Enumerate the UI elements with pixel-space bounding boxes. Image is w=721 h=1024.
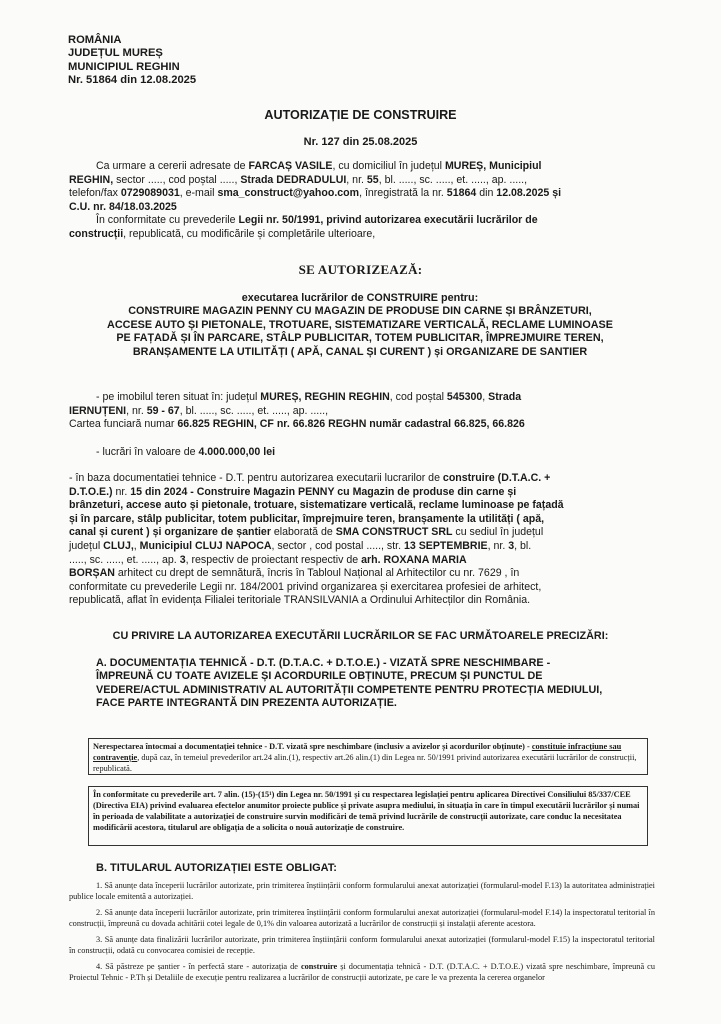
intro-text: Ca urmare a cererii adresate de	[96, 160, 249, 172]
works-lead: executarea lucrărilor de	[241, 292, 367, 304]
applicant-street: Strada DEDRADULUI	[240, 173, 347, 186]
land-registry-value: 66.825 REGHIN, CF nr. 66.826 REGHN număr cadastral 66.825, 66.826	[177, 418, 525, 431]
applicant-email: sma_construct@yahoo.com	[217, 187, 360, 200]
issuer-header	[68, 34, 196, 88]
obligation-item: 4. Să păstreze pe șantier - în perfectă stare - autorizația de construire și documentația tehnică - D.T. (D.T.A.C. + D.T.O.E.) vizată spre neschimbare, împreună cu Proiectul Tehnic - P.Th și Detaliile de execuție pentru realizarea a lucrărilor de construcții autorizate, pe care le va prezenta la cererea organelor	[69, 962, 655, 983]
header-registration: Nr. 51864 din 12.08.2025	[68, 74, 197, 87]
applicant-name: FARCAȘ VASILE	[248, 160, 333, 172]
document-title: AUTORIZAȚIE DE CONSTRUIRE	[264, 108, 457, 122]
land-registry-label: Cartea funciară numar	[69, 418, 178, 431]
basis-text: elaborată de	[270, 526, 336, 539]
intro-text: , cu domiciliul în județul	[332, 160, 445, 172]
obligation-item: 3. Să anunțe data finalizării lucrărilor autorizate, prin trimiterea înștiințării conform formularului anexat autorizației (formularul-model F.15) la inspectoratul teritorial în construcții, odată cu convocarea comisiei de recepție.	[69, 935, 655, 956]
obligation-emphasis: construire	[300, 962, 338, 971]
basis-text: , bl.	[514, 539, 532, 552]
permit-number: Nr. 127 din 25.08.2025	[303, 136, 418, 148]
basis-text: conformitate cu prevederile Legii nr. 184/2001 privind organizarea și exercitarea profesiei de arhitect,	[69, 580, 542, 593]
authorized-works	[60, 292, 660, 359]
designer-city: Municipiul CLUJ NAPOCA	[139, 539, 272, 552]
intro-text: , bl. ....., sc. ....., et. ....., ap. .....,	[378, 173, 528, 186]
site-text: , bl. ....., sc. ....., et. ....., ap. .....,	[179, 404, 329, 417]
site-text: - pe imobilul teren situat în: județul	[96, 391, 261, 403]
project-title: canal și curent ) și organizare de șantier	[69, 526, 271, 539]
works-type: CONSTRUIRE	[366, 292, 439, 304]
site-text: , nr.	[126, 404, 147, 417]
basis-text: republicată, aflat în evidența Filialei teritoriale TRANSILVANIA a Ordinului Arhitecților din România.	[69, 594, 531, 607]
notice-text: Nerespectarea întocmai a documentației tehnice - D.T. vizată spre neschimbare (inclusiv a avizelor și acordurilor obținute) -	[93, 742, 532, 751]
value-amount: 4.000.000,00 lei	[198, 446, 276, 458]
notice-box-penalty	[88, 738, 648, 775]
se-autorizeaza-heading: SE AUTORIZEAZĂ:	[298, 262, 423, 277]
works-value	[96, 446, 275, 460]
obligation-item: 1. Să anunțe data începerii lucrărilor autorizate, prin trimiterea înștiințării conform formularului anexat autorizației (formularul-model F.13) la autoritatea administrației publice locale emitentă a autorizației.	[69, 881, 655, 902]
site-location	[69, 391, 655, 432]
section-a-line: ÎMPREUNĂ CU TOATE AVIZELE ȘI ACORDURILE OBȚINUTE, PRECUM ȘI PUNCTUL DE	[96, 670, 543, 683]
architect-name: arh. ROXANA MARIA	[361, 553, 467, 566]
designer-county: CLUJ,	[103, 539, 134, 552]
basis-doc-type: D.T.O.E.)	[69, 485, 113, 498]
technical-basis	[69, 472, 655, 608]
law-reference: Legii nr. 50/1991, privind autorizarea executării lucrărilor de	[238, 214, 538, 227]
intro-text: , republicată, cu modificările și completările ulterioare,	[123, 227, 376, 240]
section-a-line: VEDERE/ACTUL ADMINISTRATIV AL AUTORITĂȚII COMPETENTE PENTRU PROTECȚIA MEDIULUI,	[96, 683, 603, 696]
intro-text: În conformitate cu prevederile	[96, 214, 239, 227]
site-street: IERNUȚENI	[69, 404, 127, 417]
works-line: ACCESE AUTO ȘI PIETONALE, TROTUARE, SISTEMATIZARE VERTICALĂ, RECLAME LUMINOASE	[107, 318, 613, 331]
basis-text: ....., sc. ....., et. ....., ap.	[69, 553, 180, 566]
applicant-city: REGHIN,	[69, 173, 114, 186]
basis-text: cu sediul în județul	[452, 526, 544, 539]
site-street-number: 59 - 67	[146, 404, 180, 417]
request-date: 12.08.2025 și	[496, 187, 562, 200]
basis-text: arhitect cu drept de semnătură, încris în Tabloul Național al Arhitectilor cu nr. 7629 , în	[114, 567, 520, 580]
section-b-title: B. TITULARUL AUTORIZAȚIEI ESTE OBLIGAT:	[96, 862, 337, 874]
basis-text: , sector , cod postal ....., str.	[271, 539, 404, 552]
notice-box-eia	[88, 786, 648, 846]
precizari-heading: CU PRIVIRE LA AUTORIZAREA EXECUTĂRII LUCRĂRILOR SE FAC URMĂTOARELE PRECIZĂRI:	[112, 630, 609, 642]
basis-doc-type: construire (D.T.A.C. +	[442, 472, 551, 484]
section-a-line: A. DOCUMENTAȚIA TEHNICĂ - D.T. (D.T.A.C. + D.T.O.E.) - VIZATĂ SPRE NESCHIMBARE -	[96, 657, 551, 669]
basis-text: ,	[133, 539, 140, 552]
works-line: BRANȘAMENTE LA UTILITĂȚI ( APĂ, CANAL ȘI CURENT ) și ORGANIZARE DE SANTIER	[132, 345, 588, 358]
site-postal-code: 545300	[446, 391, 483, 403]
intro-text: sector ....., cod poștal .....,	[113, 173, 241, 186]
basis-text: - în baza documentatiei tehnice - D.T. pentru autorizarea executarii lucrarilor de	[69, 472, 443, 484]
notice-text: În conformitate cu prevederile art. 7 alin. (15)-(15¹) din Legea nr. 50/1991 și cu respectarea legislației pentru aplicarea Directivei Consiliului 85/337/CEE (Directiva EIA) privind evaluarea efectelor anumitor proiecte publice și private asupra mediului, în situația în care în timpul executării lucrărilor și numai în perioada de valabilitate a autorizației de construire survin modificări de temă privind lucrările de construcții autorizate, care conduc la necesitatea modificării acestora, titularul are obligația de a solicita o nouă autorizație de construire.	[93, 790, 640, 832]
notice-text: , după caz, în temeiul prevederilor art.24 alin.(1), respectiv art.26 alin.(1) din Legea nr. 50/1991 privind autorizarea executării lucrărilor de construcții, republicată.	[93, 753, 637, 773]
header-county: JUDEȚUL MUREȘ	[68, 47, 163, 60]
site-text: , cod poștal	[389, 391, 447, 403]
law-reference: construcții	[69, 227, 124, 240]
works-line: PE FAȚADĂ ȘI ÎN PARCARE, STÂLP PUBLICITAR, TOTEM PUBLICITAR, ÎMPREJMUIRE TEREN,	[116, 332, 604, 345]
intro-text: , e-mail	[179, 187, 218, 200]
works-line: CONSTRUIRE MAGAZIN PENNY CU MAGAZIN DE PRODUSE DIN CARNE ȘI BRÂNZETURI,	[128, 305, 592, 318]
intro-text: din	[476, 187, 497, 200]
intro-text: , înregistrată la nr.	[359, 187, 447, 200]
designer-street-number: 3	[508, 539, 515, 552]
applicant-phone: 0729089031	[120, 187, 180, 200]
section-a-line: FACE PARTE INTEGRANTĂ DIN PREZENTA AUTORIZAȚIE.	[96, 697, 397, 710]
intro-paragraph	[69, 160, 655, 242]
site-county-city: MUREȘ, REGHIN REGHIN	[260, 391, 390, 403]
applicant-street-number: 55	[366, 173, 379, 186]
intro-text: telefon/fax	[69, 187, 121, 200]
basis-text: nr.	[112, 485, 131, 498]
project-title: brânzeturi, accese auto și pietonale, trotuare, sistematizare verticală, reclame luminoase pe fațadă	[69, 499, 564, 512]
applicant-county: MUREȘ, Municipiul	[444, 160, 542, 172]
value-label: - lucrări în valoare de	[96, 446, 199, 458]
basis-text: , respectiv de proiectant respectiv de	[185, 553, 362, 566]
basis-text: , nr.	[487, 539, 509, 552]
designer-apartment: 3	[179, 553, 186, 566]
notice-offence: constituie infracțiune sau contravenție	[93, 742, 622, 762]
section-a	[69, 657, 655, 711]
works-lead: pentru:	[438, 292, 479, 304]
project-title: 15 din 2024 - Construire Magazin PENNY cu Magazin de produse din carne și	[130, 485, 517, 498]
intro-text: , nr.	[346, 173, 367, 186]
obligation-item: 2. Să anunțe data începerii lucrărilor autorizate, prin trimiterea înștiințării conform formularului anexat autorizației (formularul-model F.14) la inspectoratul teritorial în construcții, împreună cu dovada achitării cotei legale de 0,1% din valoarea autorizată a lucrărilor de construcții și instalații aferente acestora.	[69, 908, 655, 929]
header-country: ROMÂNIA	[68, 34, 122, 46]
urbanism-certificate: C.U. nr. 84/18.03.2025	[69, 200, 177, 213]
basis-text: județul	[69, 539, 104, 552]
header-municipality: MUNICIPIUL REGHIN	[68, 60, 180, 73]
architect-name: BORȘAN	[69, 567, 115, 580]
site-text: ,	[482, 391, 489, 403]
request-number: 51864	[446, 187, 477, 200]
site-street: Strada	[488, 391, 522, 403]
project-title: și în parcare, stâlp publicitar, totem publicitar, împrejmuire teren, branșamente la utilități ( apă,	[69, 512, 545, 525]
obligations-list	[69, 880, 655, 988]
designer-company: SMA CONSTRUCT SRL	[335, 526, 453, 539]
designer-street: 13 SEPTEMBRIE	[404, 539, 488, 552]
